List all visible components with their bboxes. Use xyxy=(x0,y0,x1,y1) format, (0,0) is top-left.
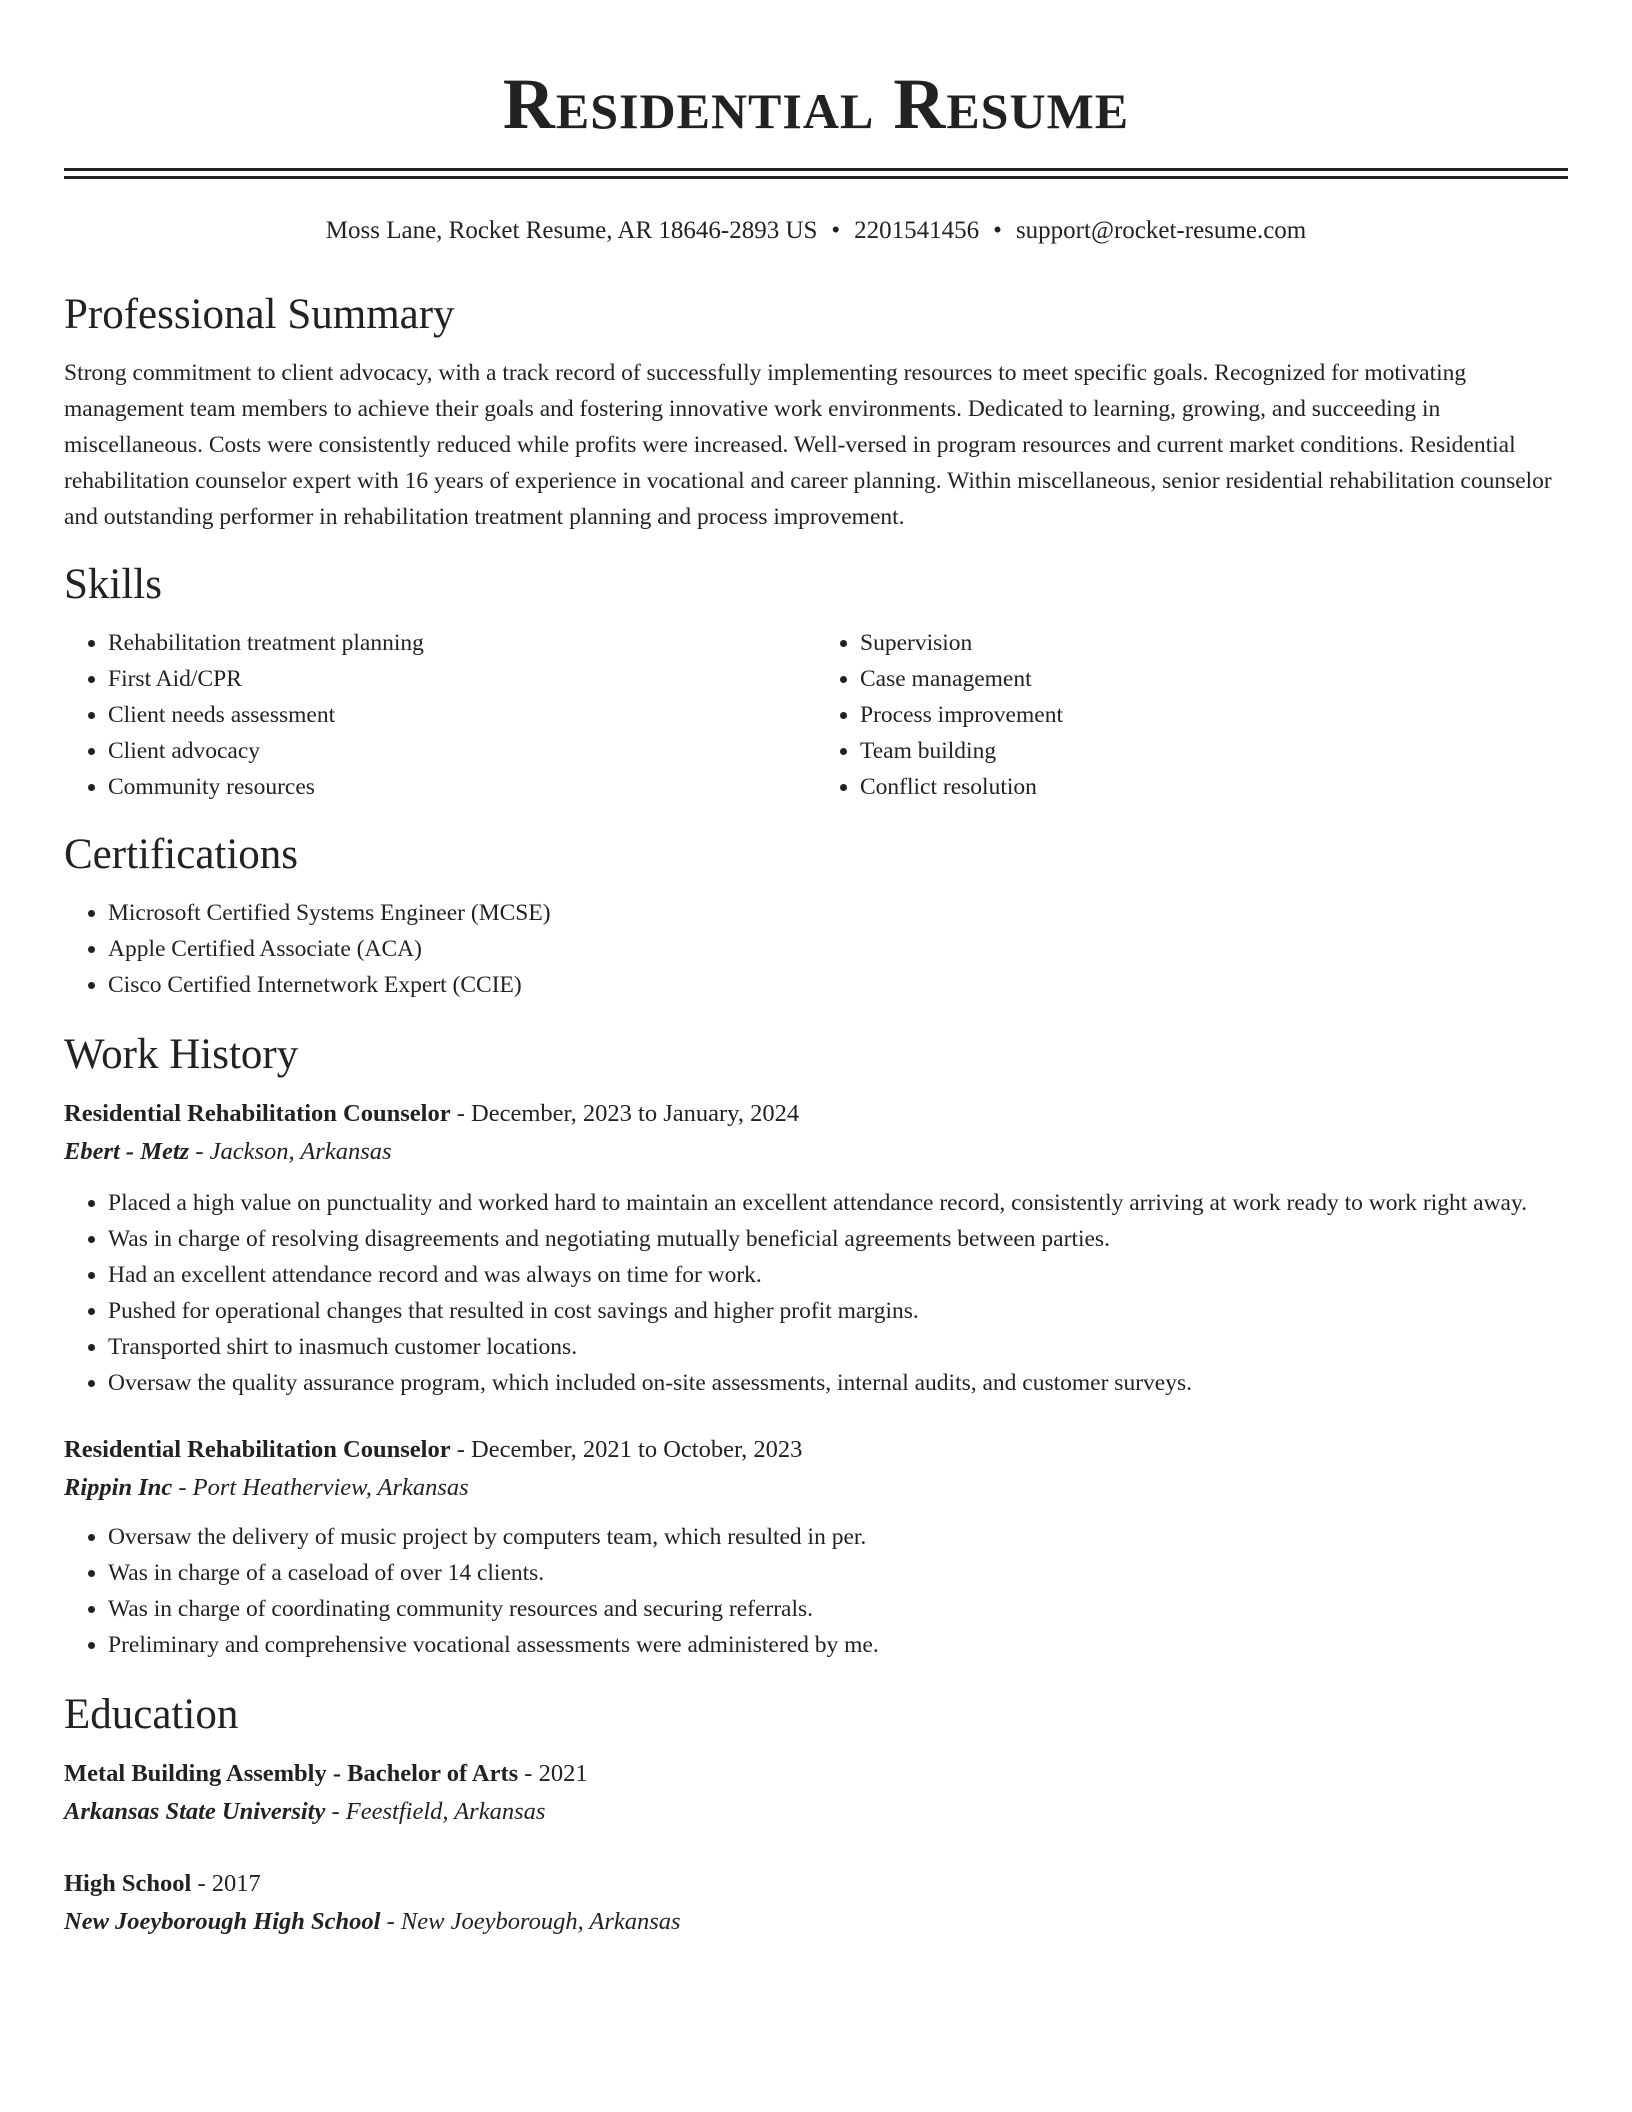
skill-item: • Case management xyxy=(860,661,1568,697)
education-institution xyxy=(64,1793,1568,1831)
skill-item: • Conflict resolution xyxy=(860,769,1568,805)
certification-item: • Microsoft Certified Systems Engineer (MCSE) xyxy=(108,895,1568,931)
contact-line xyxy=(64,215,1568,247)
job-header xyxy=(64,1095,1568,1133)
skill-item: • Client advocacy xyxy=(108,733,816,769)
title-rule-bottom xyxy=(64,176,1568,179)
job-location: - Jackson, Arkansas xyxy=(189,1138,392,1165)
education-year: - 2021 xyxy=(518,1760,588,1787)
education-location: - New Joeyborough, Arkansas xyxy=(380,1908,681,1935)
job-company: Ebert - Metz xyxy=(64,1138,190,1165)
summary-text: Strong commitment to client advocacy, with a track record of successfully implementing resources to meet specific goals. Recognized for motivating management team members to achieve their goals and fostering innovative work environments. Dedicated to learning, growing, and succeeding in miscellaneous. Costs were consistently reduced while profits were increased. Well-versed in program resources and current market conditions. Residential rehabilitation counselor expert with 16 years of experience in vocational and career planning. Within miscellaneous, senior residential rehabilitation counselor and outstanding performer in rehabilitation treatment planning and process improvement. xyxy=(64,360,1552,530)
job-location: - Port Heatherview, Arkansas xyxy=(172,1474,469,1501)
education-degree: Metal Building Assembly - Bachelor of Arts xyxy=(64,1760,519,1787)
job-bullet: • Had an excellent attendance record and was always on time for work. xyxy=(108,1257,1568,1293)
job-bullet: • Pushed for operational changes that resulted in cost savings and higher profit margins. xyxy=(108,1293,1568,1329)
summary-heading: Professional Summary xyxy=(64,291,455,338)
skills-heading: Skills xyxy=(64,561,162,608)
job-bullet: • Placed a high value on punctuality and worked hard to maintain an excellent attendance record, consistently arriving at work ready to work right away. xyxy=(108,1185,1568,1221)
job-bullet: • Preliminary and comprehensive vocational assessments were administered by me. xyxy=(108,1627,1568,1663)
skill-item: • Client needs assessment xyxy=(108,697,816,733)
contact-email: support@rocket-resume.com xyxy=(1015,217,1307,244)
job-bullet: • Was in charge of a caseload of over 14 clients. xyxy=(108,1555,1568,1591)
contact-separator: • xyxy=(993,217,1002,244)
job-bullets xyxy=(64,1519,1568,1663)
education-location: - Feestfield, Arkansas xyxy=(325,1798,546,1825)
contact-address: Moss Lane, Rocket Resume, AR 18646-2893 US xyxy=(325,217,818,244)
skill-item: • Community resources xyxy=(108,769,816,805)
skill-item: • Team building xyxy=(860,733,1568,769)
job-bullet: • Transported shirt to inasmuch customer locations. xyxy=(108,1329,1568,1365)
job-bullet: • Was in charge of coordinating community resources and securing referrals. xyxy=(108,1591,1568,1627)
job-title: Residential Rehabilitation Counselor xyxy=(64,1436,451,1463)
job-employer xyxy=(64,1469,1568,1507)
contact-separator: • xyxy=(831,217,841,244)
job-title: Residential Rehabilitation Counselor xyxy=(64,1100,451,1127)
contact-phone: 2201541456 xyxy=(854,217,980,244)
job-company: Rippin Inc xyxy=(64,1474,173,1501)
job-dates: - December, 2021 to October, 2023 xyxy=(450,1436,803,1463)
skill-item: • Supervision xyxy=(860,625,1568,661)
skills-columns xyxy=(64,625,1568,805)
skills-list-right xyxy=(816,625,1568,805)
education-school: Arkansas State University xyxy=(64,1798,326,1825)
job-header xyxy=(64,1431,1568,1469)
education-entry xyxy=(64,1755,1568,1831)
work-history-heading: Work History xyxy=(64,1031,299,1078)
certifications-heading: Certifications xyxy=(64,831,299,878)
certification-item: • Cisco Certified Internetwork Expert (CCIE) xyxy=(108,967,1568,1003)
skill-item: • Process improvement xyxy=(860,697,1568,733)
job-bullet: • Oversaw the delivery of music project by computers team, which resulted in per. xyxy=(108,1519,1568,1555)
certifications-list xyxy=(64,895,1568,1003)
skill-item: • Rehabilitation treatment planning xyxy=(108,625,816,661)
education-header xyxy=(64,1865,1568,1903)
page-title: Residential Resume xyxy=(502,64,1130,144)
education-heading: Education xyxy=(64,1691,239,1738)
education-institution xyxy=(64,1903,1568,1941)
education-degree: High School xyxy=(64,1870,192,1897)
skill-item: • First Aid/CPR xyxy=(108,661,816,697)
job-entry xyxy=(64,1431,1568,1663)
job-entry xyxy=(64,1095,1568,1401)
skills-list-left xyxy=(64,625,816,805)
education-school: New Joeyborough High School xyxy=(64,1908,381,1935)
job-bullet: • Was in charge of resolving disagreements and negotiating mutually beneficial agreements between parties. xyxy=(108,1221,1568,1257)
job-employer xyxy=(64,1133,1568,1171)
education-entry xyxy=(64,1865,1568,1941)
education-year: - 2017 xyxy=(191,1870,261,1897)
certification-item: • Apple Certified Associate (ACA) xyxy=(108,931,1568,967)
education-header xyxy=(64,1755,1568,1793)
job-dates: - December, 2023 to January, 2024 xyxy=(450,1100,800,1127)
job-bullets xyxy=(64,1185,1568,1401)
job-bullet: • Oversaw the quality assurance program, which included on-site assessments, internal audits, and customer surveys. xyxy=(108,1365,1568,1401)
title-rule-top xyxy=(64,168,1568,171)
